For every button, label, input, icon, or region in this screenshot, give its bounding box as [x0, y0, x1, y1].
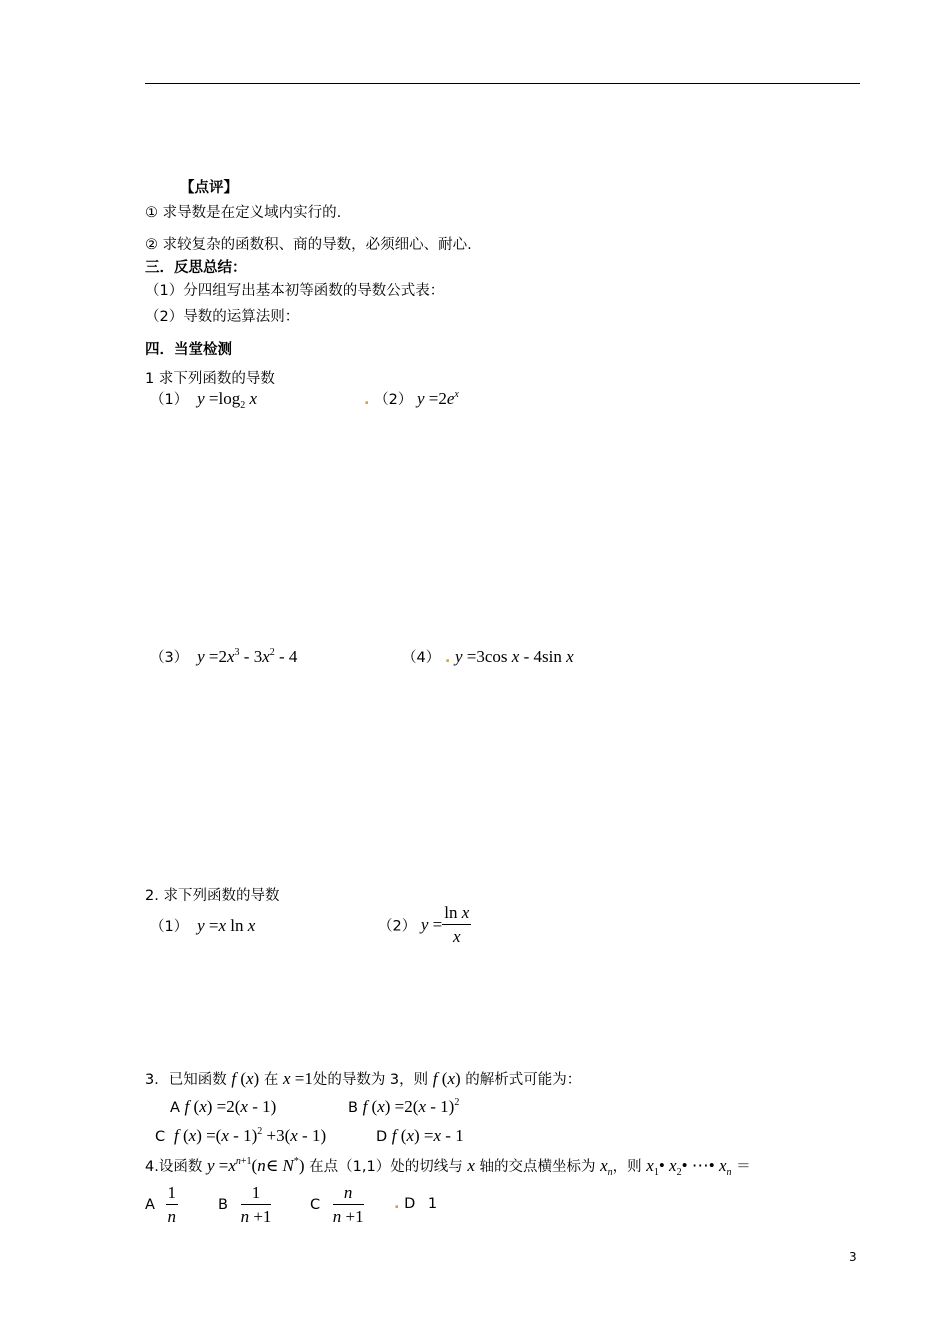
decorative-dot: .	[364, 392, 370, 408]
q2-part-2-fraction: $\frac{\text{ln x}}{x}$	[444, 903, 470, 946]
q4-option-c-label: C	[310, 1197, 321, 1213]
header-rule	[145, 83, 860, 84]
q3-x-eq-1: x =1	[282, 1069, 313, 1088]
q1-part-1	[150, 388, 257, 411]
q4-option-b	[218, 1183, 271, 1227]
q4-option-b-fraction: $\frac{1}{n +1}$	[240, 1183, 272, 1226]
q3-text-a: 3．已知函数	[145, 1072, 227, 1088]
q3-text-d: 的解析式可能为：	[465, 1072, 582, 1088]
q2-part-1-label: （1）	[150, 919, 189, 935]
q4-option-a-label: A	[145, 1197, 155, 1213]
q3-fx-2: f (x)	[432, 1069, 461, 1088]
q3-text-c: 处的导数为 3，则	[312, 1072, 429, 1088]
review-title: 【点评】	[180, 180, 238, 196]
q4-xn: $x_n$	[600, 1156, 613, 1178]
decorative-dot: .	[394, 1196, 400, 1212]
q1-part-3	[150, 646, 297, 667]
q1-part-1-formula: $y =\log_2$ x	[197, 389, 257, 411]
review-point-2: ② 求较复杂的函数积、商的导数，必须细心、耐心.	[145, 237, 472, 253]
q1-title: 1 求下列函数的导数	[145, 371, 275, 387]
q3-stem	[145, 1068, 581, 1089]
q1-part-4	[402, 646, 574, 667]
q1-part-1-label: （1）	[150, 392, 189, 408]
section-3-heading: 三．反思总结：	[145, 260, 247, 276]
q3-option-a-formula: f (x) =2(x - 1)	[184, 1097, 277, 1116]
q4-option-c-fraction: $\frac{n}{n +1}$	[332, 1183, 364, 1226]
q4-x-var: x	[467, 1156, 475, 1175]
q4-text-c: 轴的交点横坐标为	[479, 1159, 596, 1175]
section-3-item-1: （1）分四组写出基本初等函数的导数公式表：	[145, 283, 445, 299]
q1-part-3-formula: $y =2x^3 - 3x^2 - 4$	[197, 647, 298, 666]
section-3-item-2: （2）导数的运算法则：	[145, 309, 300, 325]
q4-function: $y =x^{n+1}(n\in$ N*)	[206, 1156, 305, 1175]
q4-option-a	[145, 1183, 178, 1227]
q3-option-d-label: D	[376, 1129, 388, 1145]
q4-text-e: ＝	[736, 1159, 751, 1175]
q1-part-4-label: （4）	[402, 650, 441, 666]
q4-text-d: ，则	[612, 1159, 642, 1175]
q2-part-2-lhs: y =	[420, 915, 443, 934]
q4-text-a: 4.设函数	[145, 1159, 203, 1175]
q4-text-b: 在点（1,1）处的切线与	[309, 1159, 463, 1175]
q3-option-b	[348, 1097, 459, 1117]
q4-option-b-label: B	[218, 1197, 228, 1213]
q1-part-2	[364, 388, 459, 409]
q2-part-2-label: （2）	[378, 918, 417, 935]
q3-option-d	[376, 1126, 464, 1146]
q4-option-d-value: 1	[427, 1196, 438, 1212]
q2-part-2	[378, 903, 471, 947]
q3-option-b-label: B	[348, 1100, 358, 1116]
review-point-1: ① 求导数是在定义域内实行的.	[145, 205, 342, 221]
q4-option-a-fraction: $\frac{1}{n}$	[167, 1183, 177, 1226]
q1-part-2-label: （2）	[374, 392, 413, 408]
q3-fx: f (x)	[231, 1069, 260, 1088]
q2-part-1	[150, 915, 255, 936]
q1-part-4-formula: y =3cos x - 4sin x	[454, 647, 574, 666]
decorative-dot: .	[444, 650, 451, 666]
q3-option-c-label: C	[155, 1129, 166, 1145]
q1-part-2-formula: $y =2e^x$	[416, 389, 459, 408]
q3-option-c-formula: f (x) =(x - 1)$^2$ +3(x - 1)	[173, 1126, 327, 1145]
q4-product: $x_1•$ $x_2•$ ⋯• $x_n$	[646, 1156, 732, 1178]
q2-part-1-formula: y =x ln x	[197, 916, 256, 935]
q3-text-b: 在	[263, 1072, 279, 1088]
q1-part-3-label: （3）	[150, 650, 189, 666]
q4-option-d	[394, 1196, 437, 1212]
q4-stem	[145, 1155, 751, 1178]
q3-option-c	[155, 1126, 326, 1146]
section-4-heading: 四．当堂检测	[145, 342, 232, 358]
page-number: 3	[849, 1250, 857, 1264]
q3-option-a	[170, 1097, 276, 1117]
q3-option-d-formula: f (x) =x - 1	[391, 1126, 464, 1145]
q3-option-a-label: A	[170, 1100, 180, 1116]
q4-option-d-label: D	[404, 1196, 416, 1212]
q2-title: 2. 求下列函数的导数	[145, 888, 280, 904]
q3-option-b-formula: f (x) =2(x - 1)$^2$	[362, 1097, 460, 1116]
q4-option-c	[310, 1183, 364, 1227]
